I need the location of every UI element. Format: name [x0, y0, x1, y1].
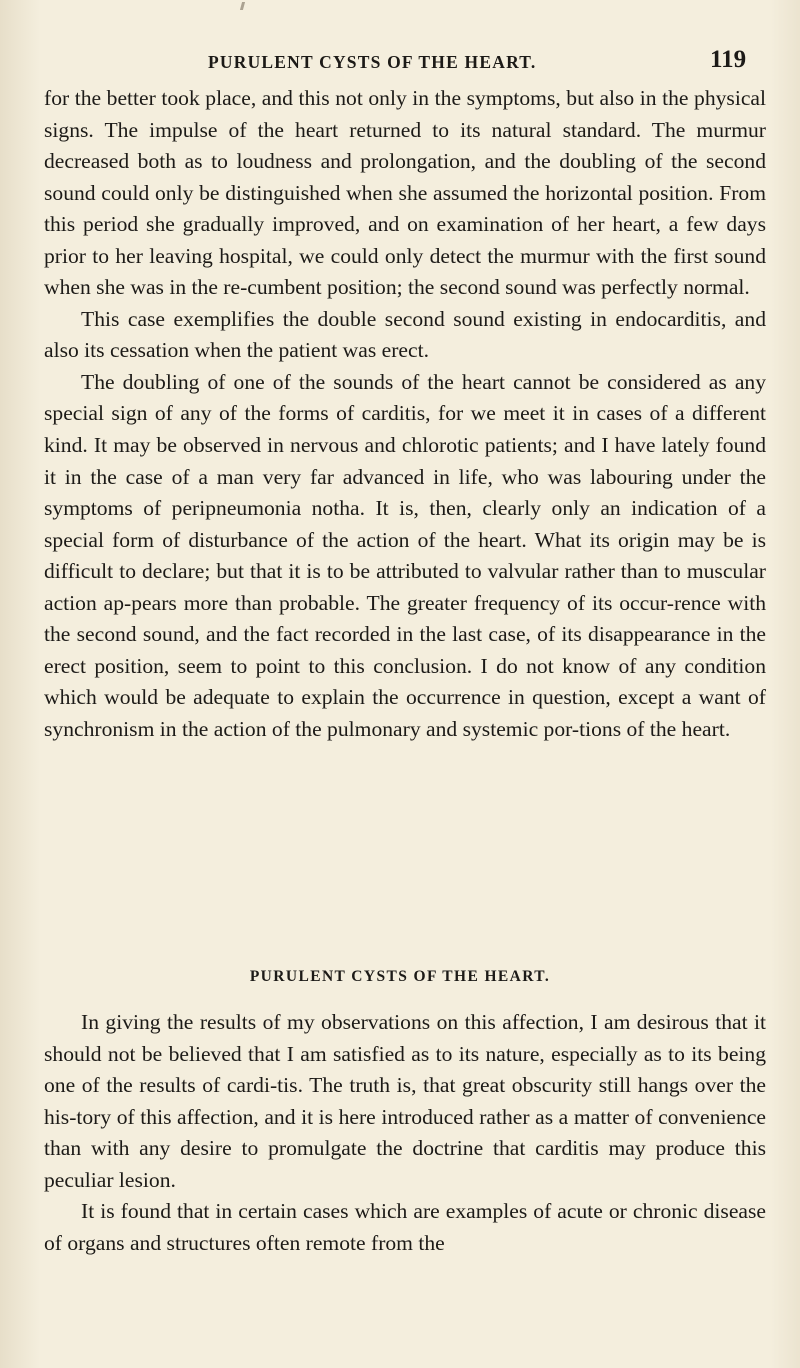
- body-text-top: [44, 83, 766, 745]
- paragraph-continuation: for the better took place, and this not only in the symptoms, but also in the physical signs. The impulse of the heart returned to its natural standard. The murmur decreased both as to loudness and prolongation, and the doubling of the second sound could only be distinguished when she assumed the horizontal position. From this period she gradually improved, and on examination of her heart, a few days prior to her leaving hospital, we could only detect the murmur with the first sound when she was in the re-cumbent position; the second sound was perfectly normal.: [44, 86, 766, 300]
- running-head: PURULENT CYSTS OF THE HEART.: [208, 52, 537, 72]
- section-heading: PURULENT CYSTS OF THE HEART.: [249, 968, 551, 985]
- paragraph: This case exemplifies the double second sound existing in endocarditis, and also its cessation when the patient was erect.: [44, 306, 766, 363]
- ink-mark: [240, 2, 245, 10]
- paragraph: In giving the results of my observations on this affection, I am desirous that it should not be believed that I am satisfied as to its nature, especially as to its being one of the results of cardi-tis. The truth is, that great obscurity still hangs over the his-tory of this affection, and it is here introduced rather as a matter of convenience than with any desire to promulgate the doctrine that carditis may produce this peculiar lesion.: [44, 1010, 766, 1192]
- body-text-bottom: [44, 1007, 766, 1259]
- paragraph: The doubling of one of the sounds of the heart cannot be considered as any special sign of any of the forms of carditis, for we meet it in cases of a different kind. It may be observed in nervous and chlorotic patients; and I have lately found it in the case of a man very far advanced in life, who was labouring under the symptoms of peripneumonia notha. It is, then, clearly only an indication of a special form of disturbance of the action of the heart. What its origin may be is difficult to declare; but that it is to be attributed to valvular rather than to muscular action ap-pears more than probable. The greater frequency of its occur-rence with the second sound, and the fact recorded in the last case, of its disappearance in the erect position, seem to point to this conclusion. I do not know of any condition which would be adequate to explain the occurrence in question, except a want of synchronism in the action of the pulmonary and systemic por-tions of the heart.: [44, 369, 766, 741]
- paragraph: It is found that in certain cases which are examples of acute or chronic disease of organs and structures often remote from the: [44, 1199, 766, 1255]
- page-number: 119: [710, 46, 747, 73]
